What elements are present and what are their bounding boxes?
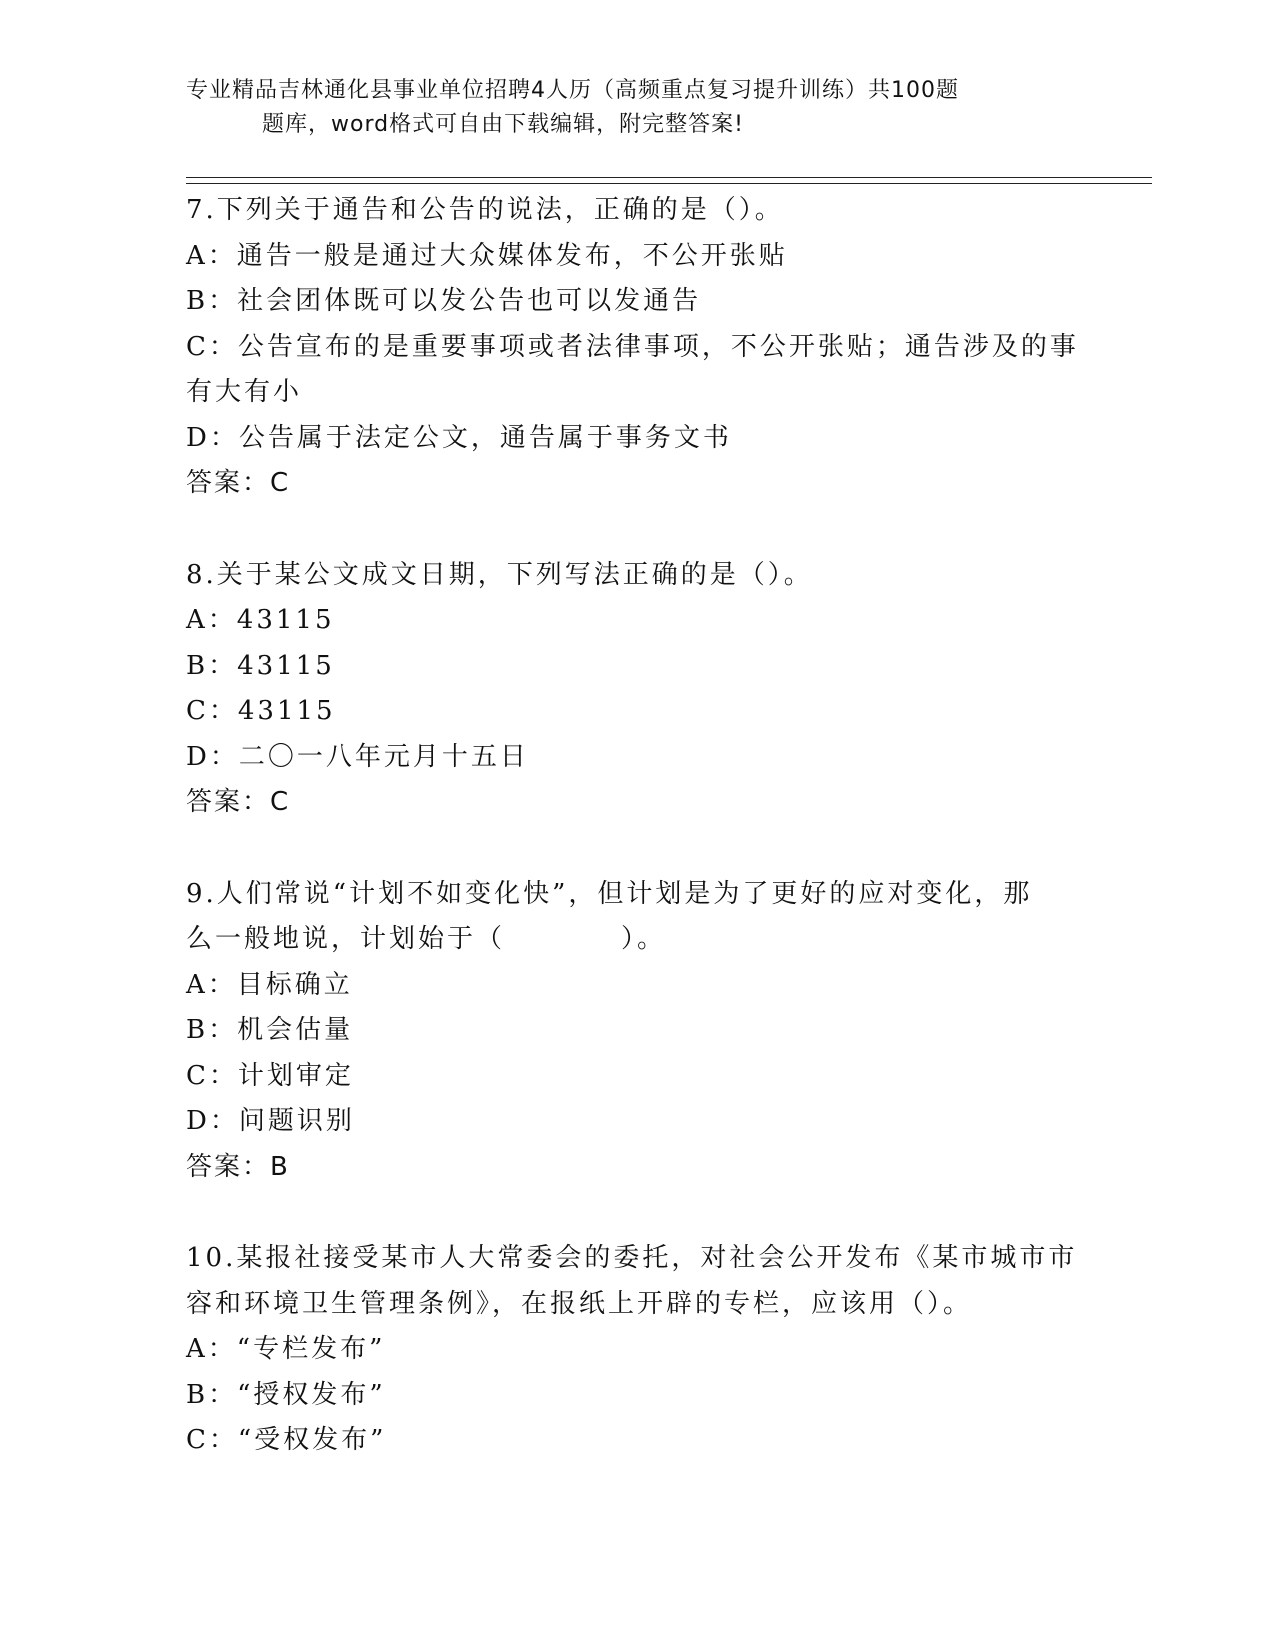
option-b: B：“授权发布”: [186, 1379, 386, 1410]
option-c: C：“受权发布”: [186, 1425, 387, 1455]
option-c: C：公告宣布的是重要事项或者法律事项，不公开张贴；通告涉及的事: [186, 331, 1079, 362]
option-d: D：二〇一八年元月十五日: [186, 741, 529, 772]
option-d: D：问题识别: [186, 1106, 355, 1136]
question-7: [186, 188, 1086, 507]
question-8: [186, 553, 1086, 826]
header-title-line-2: 题库，word格式可自由下载编辑，附完整答案!: [262, 112, 744, 137]
document-header: [186, 74, 1066, 142]
option-a: A：目标确立: [186, 969, 353, 1000]
option-c: C：计划审定: [186, 1060, 354, 1091]
option-c-continued: 有大有小: [186, 377, 303, 407]
option-b: B：机会估量: [186, 1015, 354, 1045]
question-9: [186, 872, 1086, 1191]
option-b: B：社会团体既可以发公告也可以发通告: [186, 286, 702, 316]
option-a: A：“专栏发布”: [186, 1334, 386, 1364]
option-b: B：43115: [186, 650, 335, 681]
question-stem: 9.人们常说“计划不如变化快”，但计划是为了更好的应对变化，那: [186, 878, 1033, 909]
answer: 答案：C: [186, 787, 291, 817]
question-stem: 10.某报社接受某市人大常委会的委托，对社会公开发布《某市城市市: [186, 1243, 1078, 1273]
question-stem: 8.关于某公文成文日期，下列写法正确的是（）。: [186, 559, 813, 590]
question-10: [186, 1236, 1086, 1464]
answer: 答案：C: [186, 468, 291, 498]
question-list: [186, 188, 1086, 1510]
question-stem-continued: 么一般地说，计划始于（ ）。: [186, 924, 667, 954]
option-a: A：43115: [186, 605, 335, 635]
header-divider-top: [186, 177, 1152, 178]
header-title-line-1: 专业精品吉林通化县事业单位招聘4人历（高频重点复习提升训练）共100题: [186, 78, 959, 103]
answer: 答案：B: [186, 1151, 290, 1182]
option-c: C：43115: [186, 696, 336, 726]
option-d: D：公告属于法定公文，通告属于事务文书: [186, 422, 732, 453]
option-a: A：通告一般是通过大众媒体发布，不公开张贴: [186, 240, 788, 271]
question-stem: 7.下列关于通告和公告的说法，正确的是（）。: [186, 195, 784, 225]
header-divider-bottom: [186, 183, 1152, 184]
question-stem-continued: 容和环境卫生管理条例》，在报纸上开辟的专栏，应该用（）。: [186, 1288, 973, 1319]
